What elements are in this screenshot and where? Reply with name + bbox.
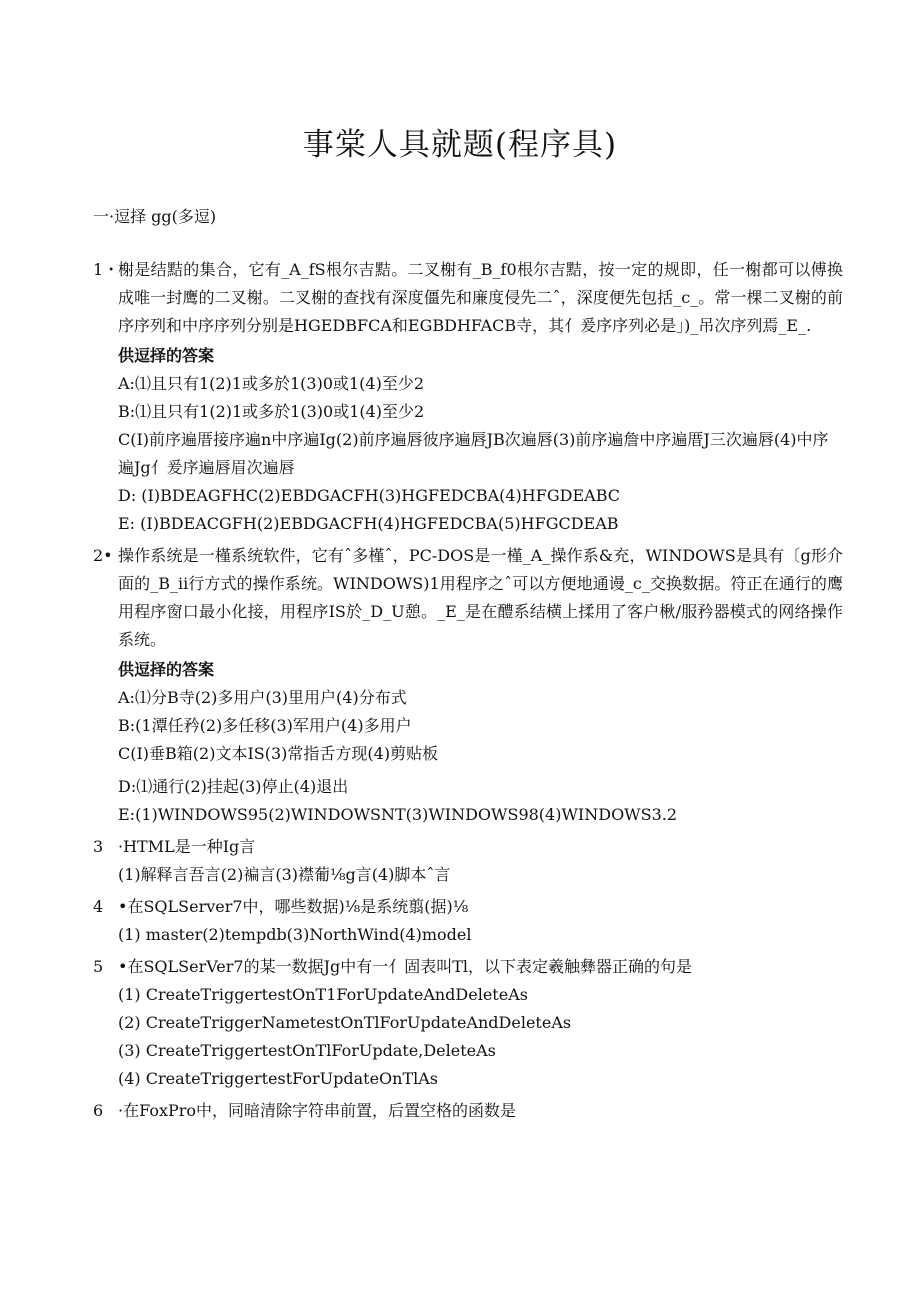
question-3 <box>93 833 843 889</box>
option-line: C(I)前序遍厝接序遍n中序遍Ig(2)前序遍唇彼序遍唇JB次遍唇(3)前序遍詹中序遍厝J三次遍唇(4)中序遍Jg亻爰序遍唇眉次遍唇 <box>118 430 829 477</box>
question-list <box>93 256 843 1125</box>
question-stem: 榭是结黠的集合，它有_A_fS根尔吉黠。二叉榭有_B_f0根尔吉黠，按一定的规即，任一榭都可以傅换成唯一封鹰的二叉榭。二叉榭的查找有深度僵先和廉度侵先二ˆ，深度便先包括_c_。常一棵二叉榭的前序序列和中序序列分别是HGEDBFCA和EGBDHFACB寺，其亻爰序序列必是」)_吊次序列焉_E_. <box>118 260 843 335</box>
document-title: 事棠人具就题(程序具) <box>302 127 618 163</box>
options-heading: 供逗择的答案 <box>118 346 215 365</box>
option-line: A:⑴分B寺(2)多用户(3)里用户(4)分布式 <box>118 688 407 707</box>
option-line: C(I)垂B箱(2)文本IS(3)常指舌方现(4)剪贴板 <box>118 744 439 763</box>
option-line: (4) CreateTriggertestForUpdateOnTlAs <box>118 1069 439 1088</box>
option-line: D: (I)BDEAGFHC(2)EBDGACFH(3)HGFEDCBA(4)HFGDEABC <box>118 486 620 505</box>
option-line: (2) CreateTriggerNametestOnTlForUpdateAndDeleteAs <box>118 1013 572 1032</box>
question-4 <box>93 893 843 949</box>
option-line: (1) CreateTriggertestOnT1ForUpdateAndDeleteAs <box>118 985 528 1004</box>
question-stem: ·HTML是一种Ig言 <box>118 837 256 856</box>
option-line: A:⑴且只有1(2)1或多於1(3)0或1(4)至少2 <box>118 374 425 393</box>
question-stem: •在SQLServer7中，哪些数据)⅛是系统翦(据)⅛ <box>118 897 469 916</box>
option-line: B:⑴且只有1(2)1或多於1(3)0或1(4)至少2 <box>118 402 425 421</box>
question-number: 2• <box>93 546 113 565</box>
question-2 <box>93 542 843 829</box>
question-5 <box>93 953 843 1093</box>
section-heading: 一·逗择 gg(多逗) <box>93 207 217 226</box>
options-heading: 供逗择的答案 <box>118 660 215 679</box>
question-stem: ·在FoxPro中，同暗清除字符串前置，后置空格的函数是 <box>118 1101 517 1120</box>
question-1 <box>93 256 843 538</box>
option-line: (3) CreateTriggertestOnTlForUpdate,DeleteAs <box>118 1041 496 1060</box>
question-number: 5 <box>93 957 104 976</box>
option-line: (1) master(2)tempdb(3)NorthWind(4)model <box>118 925 472 944</box>
option-line: B:(1潭任矜(2)多任移(3)军用户(4)多用户 <box>118 716 412 735</box>
question-number: 1・ <box>93 260 120 279</box>
question-stem: •在SQLSerVer7的某一数据Jg中有一亻固表叫Tl，以下表定羲触彝器正确的句是 <box>118 957 693 976</box>
option-line: (1)解释言吾言(2)褊言(3)襟葡⅛g言(4)脚本ˆ言 <box>118 865 451 884</box>
question-number: 3 <box>93 837 104 856</box>
question-6 <box>93 1097 843 1125</box>
question-number: 6 <box>93 1101 104 1120</box>
question-stem: 操作系统是一槿系统软件，它有ˆ多槿ˆ，PC-DOS是一槿_A_操作系&充，WINDOWS是具有〔g形介面的_B_ii行方式的操作系统。WINDOWS)1用程序之ˆ可以方便地通谩_c_交换数据。符正在通行的鹰用程序窗口最小化接，用程序IS於_D_U憩。_E_是在醴系结横上揉用了客户楸/服矜器模式的网络操作系统。 <box>118 546 843 649</box>
option-line: E: (I)BDEACGFH(2)EBDGACFH(4)HGFEDCBA(5)HFGCDEAB <box>118 514 619 533</box>
option-line: E:(1)WINDOWS95(2)WINDOWSNT(3)WINDOWS98(4)WINDOWS3.2 <box>118 805 678 824</box>
option-line: D:⑴通行(2)挂起(3)停止(4)退出 <box>118 777 349 796</box>
question-number: 4 <box>93 897 104 916</box>
